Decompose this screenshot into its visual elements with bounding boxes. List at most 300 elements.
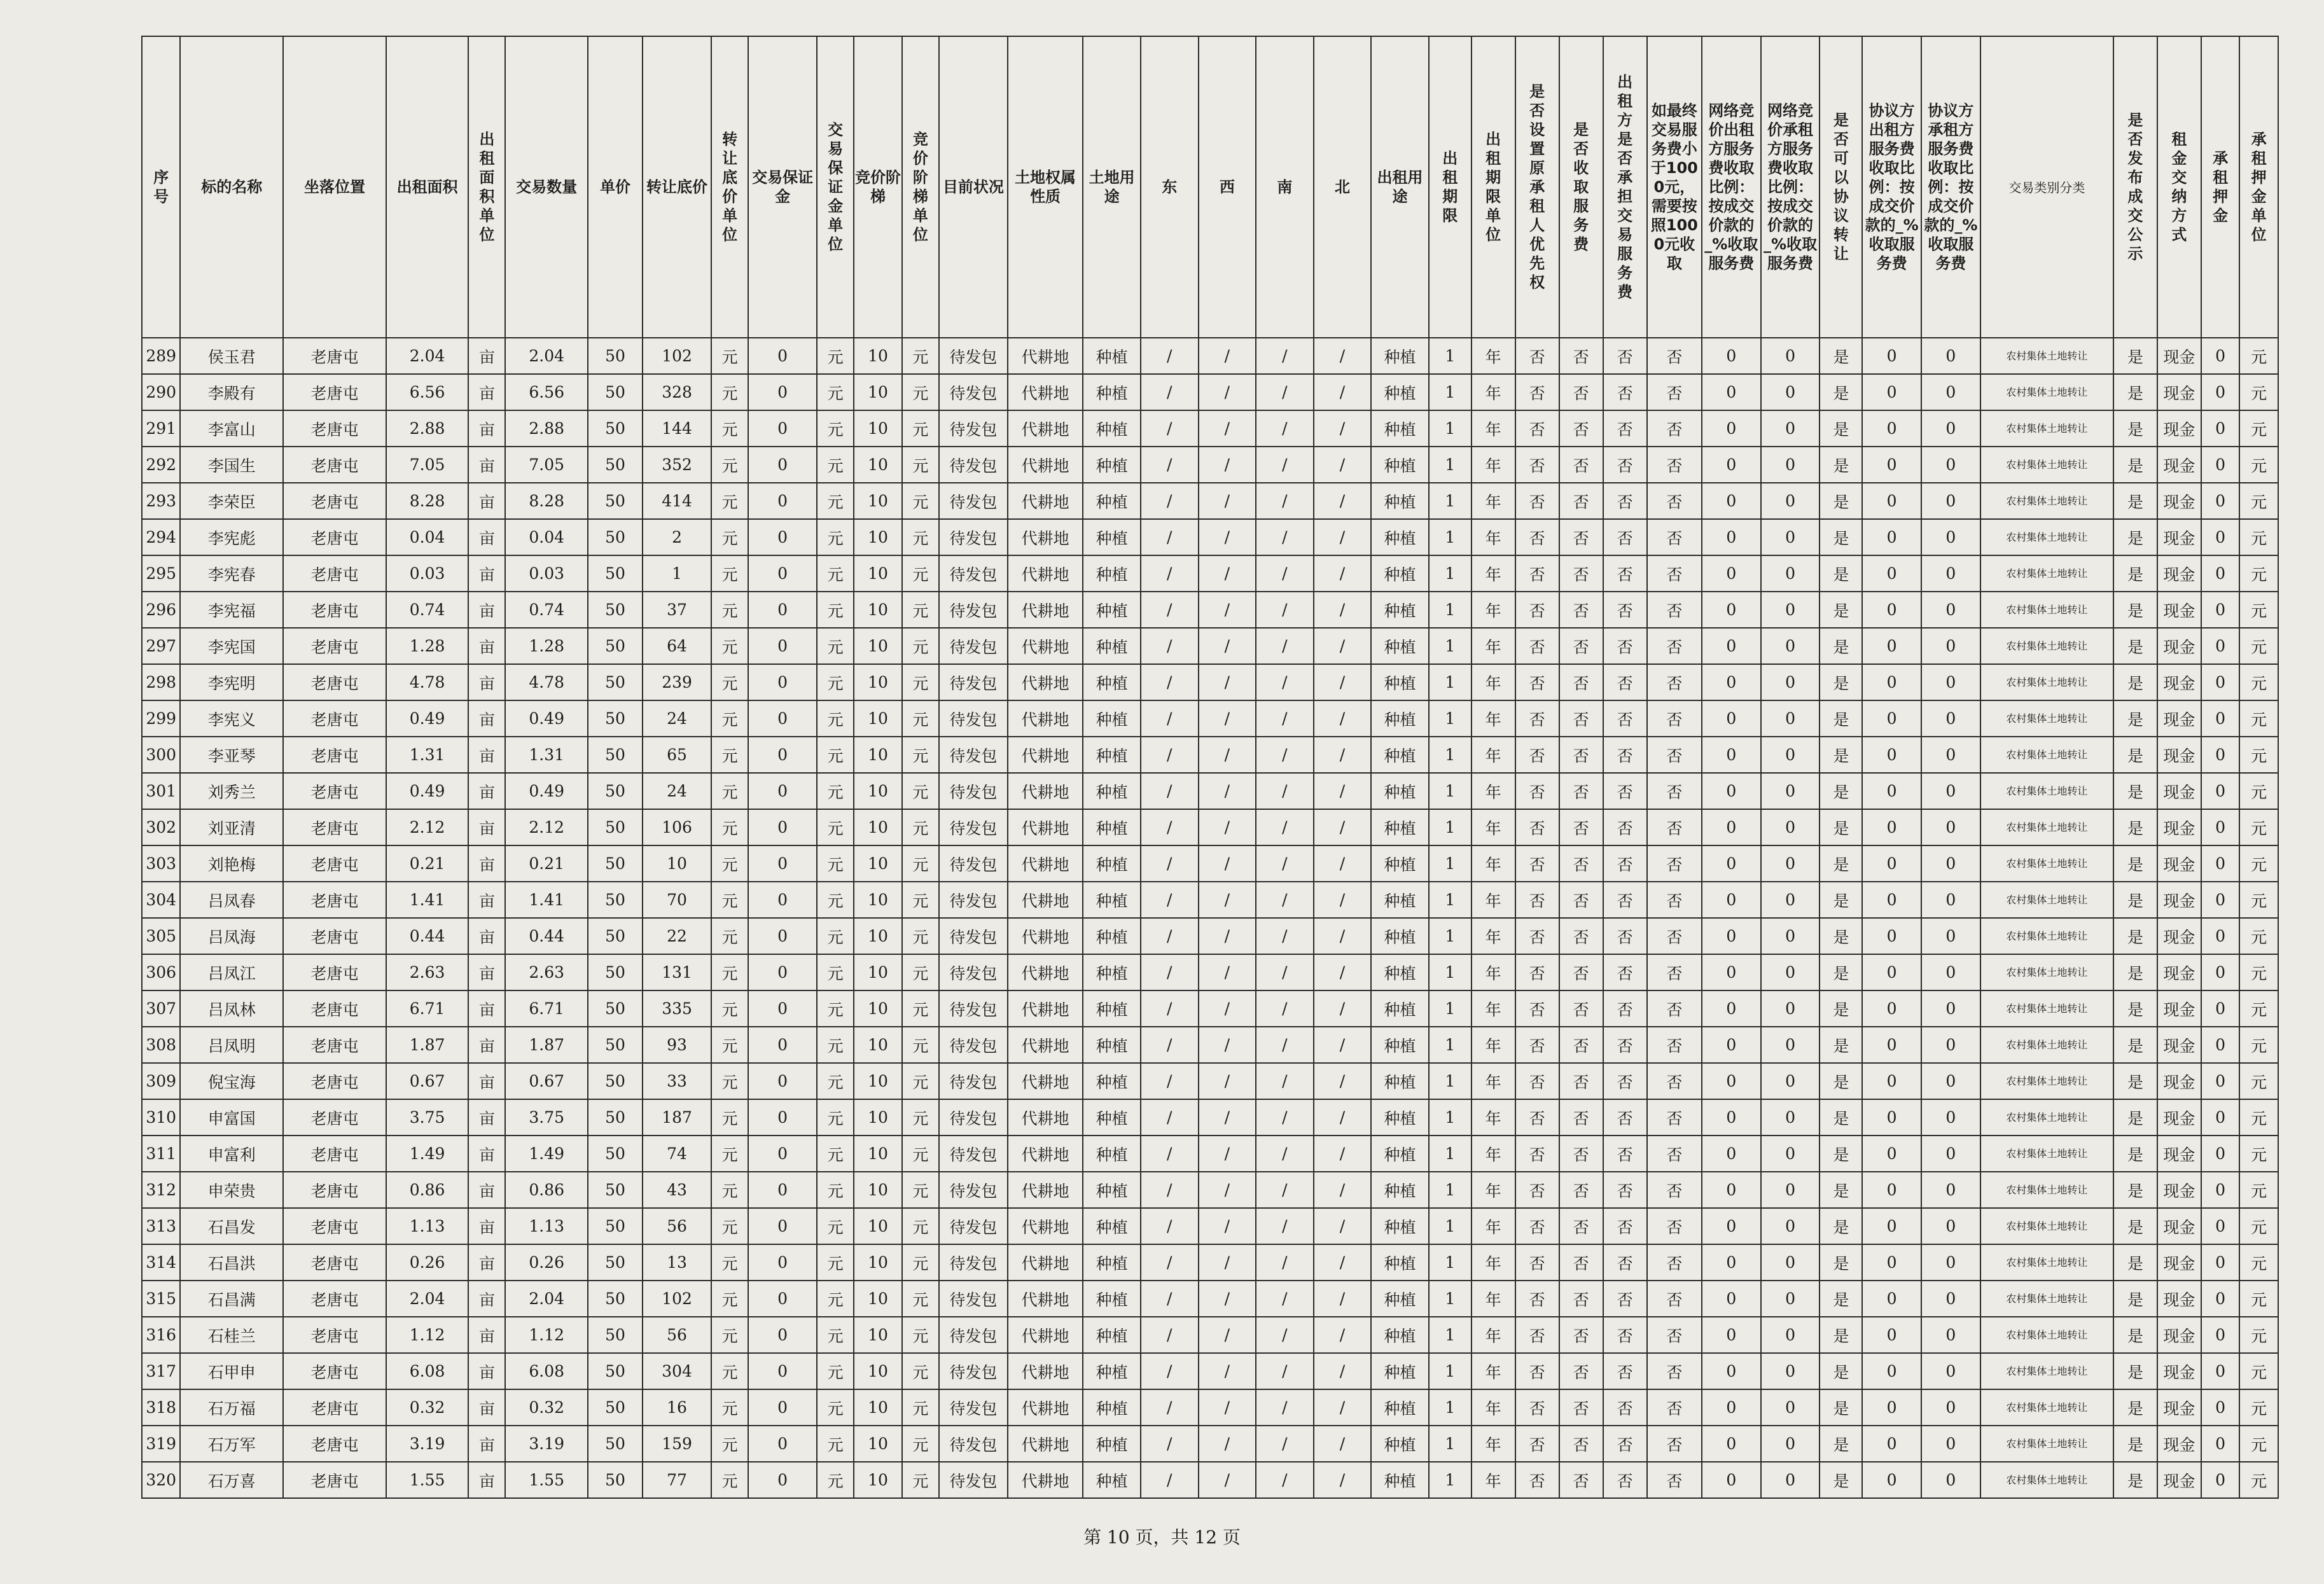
table-cell: 待发包 [939, 628, 1008, 664]
table-cell: 现金 [2157, 374, 2201, 410]
table-cell: 2.04 [386, 338, 468, 374]
table-cell: 代耕地 [1008, 1389, 1083, 1426]
table-cell: 是 [1820, 1136, 1862, 1172]
table-cell: 种植 [1371, 664, 1429, 700]
table-cell: 是 [2113, 592, 2157, 628]
table-cell: 种植 [1083, 773, 1141, 809]
table-cell: 是 [1820, 773, 1862, 809]
table-cell: 代耕地 [1008, 519, 1083, 555]
table-cell: 老唐屯 [283, 1208, 386, 1244]
table-cell: 否 [1647, 1172, 1702, 1208]
table-cell: 年 [1472, 954, 1515, 990]
table-cell: 否 [1559, 374, 1603, 410]
table-cell: 93 [643, 1027, 711, 1063]
table-cell: 303 [142, 845, 180, 882]
column-header-label: 出租面积 [396, 178, 458, 196]
table-cell: / [1141, 1027, 1199, 1063]
table-cell: 1.41 [386, 882, 468, 918]
table-cell: 元 [817, 1172, 854, 1208]
table-cell: 0 [1862, 410, 1921, 447]
table-cell: 种植 [1083, 628, 1141, 664]
table-cell: 否 [1603, 483, 1647, 519]
column-header [2201, 36, 2239, 338]
table-cell: 老唐屯 [283, 1281, 386, 1317]
table-cell: 李殿有 [180, 374, 283, 410]
table-cell: 石甲申 [180, 1353, 283, 1389]
table-cell: 50 [588, 555, 643, 592]
table-cell: 否 [1603, 809, 1647, 845]
table-cell: 1 [1429, 1027, 1472, 1063]
table-cell: 否 [1647, 809, 1702, 845]
table-cell: / [1314, 483, 1372, 519]
table-cell: 元 [711, 737, 748, 773]
table-cell: 李宪明 [180, 664, 283, 700]
table-cell: / [1314, 1462, 1372, 1498]
table-cell: 元 [2239, 374, 2278, 410]
table-cell: 0 [1921, 1172, 1980, 1208]
table-cell: 年 [1472, 1027, 1515, 1063]
table-cell: 否 [1559, 737, 1603, 773]
table-cell: 种植 [1371, 882, 1429, 918]
table-cell: 1 [1429, 1172, 1472, 1208]
table-cell: 元 [2239, 1063, 2278, 1099]
table-cell: 否 [1515, 882, 1559, 918]
column-header-label: 交易类别分类 [2008, 180, 2085, 195]
table-cell: 是 [1820, 338, 1862, 374]
table-cell: 50 [588, 374, 643, 410]
table-cell: 0 [2201, 845, 2239, 882]
table-cell: 石桂兰 [180, 1317, 283, 1353]
table-cell: 2.88 [505, 410, 587, 447]
table-cell: 老唐屯 [283, 374, 386, 410]
table-cell: 刘亚清 [180, 809, 283, 845]
table-cell: 70 [643, 882, 711, 918]
table-cell: / [1256, 700, 1314, 737]
table-cell: 老唐屯 [283, 1172, 386, 1208]
table-cell: 亩 [468, 954, 505, 990]
table-cell: / [1141, 1244, 1199, 1281]
table-cell: 元 [2239, 1208, 2278, 1244]
table-cell: 代耕地 [1008, 410, 1083, 447]
table-cell: 22 [643, 918, 711, 954]
table-cell: 0 [1862, 954, 1921, 990]
table-cell: 种植 [1083, 338, 1141, 374]
table-cell: 0 [1702, 374, 1761, 410]
table-cell: / [1141, 1353, 1199, 1389]
table-cell: 农村集体土地转让 [1980, 519, 2113, 555]
table-cell: / [1314, 1063, 1372, 1099]
table-cell: 0 [1761, 954, 1820, 990]
table-cell: 老唐屯 [283, 410, 386, 447]
table-cell: 10 [854, 1317, 901, 1353]
table-cell: 297 [142, 628, 180, 664]
table-cell: 50 [588, 700, 643, 737]
table-cell: 否 [1603, 1063, 1647, 1099]
table-cell: 种植 [1083, 809, 1141, 845]
table-cell: / [1314, 773, 1372, 809]
table-cell: / [1314, 447, 1372, 483]
table-cell: 农村集体土地转让 [1980, 882, 2113, 918]
table-cell: / [1141, 882, 1199, 918]
table-cell: 50 [588, 918, 643, 954]
table-cell: 种植 [1083, 737, 1141, 773]
table-cell: / [1199, 737, 1256, 773]
table-cell: 元 [711, 918, 748, 954]
table-cell: 否 [1515, 1208, 1559, 1244]
table-cell: / [1199, 410, 1256, 447]
table-cell: 否 [1603, 447, 1647, 483]
table-cell: / [1141, 1462, 1199, 1498]
table-cell: 1 [1429, 1426, 1472, 1462]
table-cell: 待发包 [939, 954, 1008, 990]
table-cell: 0 [1862, 519, 1921, 555]
table-row [142, 809, 2278, 845]
table-cell: 10 [854, 1172, 901, 1208]
table-cell: 是 [1820, 519, 1862, 555]
table-cell: 吕凤林 [180, 990, 283, 1027]
table-cell: 24 [643, 700, 711, 737]
table-cell: 1 [1429, 882, 1472, 918]
table-cell: 老唐屯 [283, 1317, 386, 1353]
column-header [1083, 36, 1141, 338]
table-cell: 0 [1761, 700, 1820, 737]
table-cell: 老唐屯 [283, 1426, 386, 1462]
table-row [142, 519, 2278, 555]
table-cell: 1 [1429, 410, 1472, 447]
table-cell: 待发包 [939, 1389, 1008, 1426]
table-cell: 元 [711, 1353, 748, 1389]
table-cell: 10 [854, 483, 901, 519]
table-cell: 50 [588, 1027, 643, 1063]
table-cell: / [1199, 954, 1256, 990]
table-cell: 是 [1820, 664, 1862, 700]
table-cell: 否 [1559, 1317, 1603, 1353]
table-cell: 种植 [1371, 483, 1429, 519]
table-cell: 是 [2113, 628, 2157, 664]
table-cell: 否 [1515, 954, 1559, 990]
column-header-label: 出租用途 [1377, 169, 1423, 205]
table-cell: 老唐屯 [283, 990, 386, 1027]
table-cell: 元 [902, 1426, 939, 1462]
table-cell: 10 [854, 1099, 901, 1136]
column-header [1603, 36, 1647, 338]
table-cell: 元 [711, 1462, 748, 1498]
table-cell: 304 [142, 882, 180, 918]
table-cell: / [1199, 483, 1256, 519]
table-cell: 1 [1429, 918, 1472, 954]
table-cell: 否 [1647, 737, 1702, 773]
table-cell: 老唐屯 [283, 1136, 386, 1172]
table-cell: 10 [854, 700, 901, 737]
table-cell: 代耕地 [1008, 1244, 1083, 1281]
table-cell: 待发包 [939, 809, 1008, 845]
table-cell: 0 [1702, 882, 1761, 918]
table-cell: 1.28 [386, 628, 468, 664]
table-cell: 老唐屯 [283, 700, 386, 737]
table-cell: 元 [902, 700, 939, 737]
table-cell: 农村集体土地转让 [1980, 410, 2113, 447]
table-row [142, 628, 2278, 664]
table-cell: 10 [643, 845, 711, 882]
table-cell: / [1199, 447, 1256, 483]
table-cell: / [1314, 664, 1372, 700]
column-header [2239, 36, 2278, 338]
table-cell: 2.63 [386, 954, 468, 990]
table-cell: 元 [902, 990, 939, 1027]
table-cell: 0 [1921, 1027, 1980, 1063]
column-header-label: 是否可以协议转让 [1833, 111, 1849, 263]
table-cell: / [1314, 918, 1372, 954]
table-cell: 10 [854, 954, 901, 990]
table-cell: 1.12 [386, 1317, 468, 1353]
table-cell: 种植 [1371, 1281, 1429, 1317]
table-cell: 否 [1603, 1426, 1647, 1462]
table-cell: 50 [588, 1244, 643, 1281]
column-header-label: 网络竞价承租方服务费收取比例：按成交价款的_%收取服务费 [1764, 102, 1818, 272]
table-cell: 1 [1429, 1389, 1472, 1426]
table-cell: 2.04 [505, 1281, 587, 1317]
table-cell: 0 [2201, 519, 2239, 555]
table-cell: 否 [1515, 990, 1559, 1027]
table-cell: 否 [1515, 1317, 1559, 1353]
table-cell: 291 [142, 410, 180, 447]
table-cell: 待发包 [939, 1353, 1008, 1389]
column-header-label: 竞价阶梯单位 [912, 130, 928, 244]
table-cell: / [1141, 664, 1199, 700]
table-cell: 是 [1820, 1317, 1862, 1353]
table-cell: / [1256, 1208, 1314, 1244]
table-cell: / [1256, 483, 1314, 519]
table-cell: 待发包 [939, 483, 1008, 519]
table-cell: 刘艳梅 [180, 845, 283, 882]
table-cell: 农村集体土地转让 [1980, 483, 2113, 519]
table-cell: 是 [2113, 374, 2157, 410]
table-cell: 农村集体土地转让 [1980, 1136, 2113, 1172]
table-cell: 年 [1472, 483, 1515, 519]
table-cell: 1.41 [505, 882, 587, 918]
table-cell: / [1199, 700, 1256, 737]
column-header [1429, 36, 1472, 338]
table-cell: 代耕地 [1008, 1027, 1083, 1063]
table-cell: 8.28 [386, 483, 468, 519]
table-row [142, 1353, 2278, 1389]
table-cell: 否 [1647, 1389, 1702, 1426]
table-row [142, 374, 2278, 410]
table-cell: 0 [1702, 628, 1761, 664]
table-cell: 年 [1472, 374, 1515, 410]
table-cell: 0 [1702, 845, 1761, 882]
table-cell: 64 [643, 628, 711, 664]
table-cell: 否 [1559, 809, 1603, 845]
table-cell: / [1141, 483, 1199, 519]
table-cell: 1.28 [505, 628, 587, 664]
table-cell: / [1199, 1172, 1256, 1208]
table-cell: 否 [1559, 1353, 1603, 1389]
table-cell: 老唐屯 [283, 1027, 386, 1063]
table-cell: 0 [2201, 483, 2239, 519]
table-cell: 现金 [2157, 1208, 2201, 1244]
table-cell: 农村集体土地转让 [1980, 1099, 2113, 1136]
table-cell: 是 [1820, 700, 1862, 737]
table-cell: 种植 [1371, 809, 1429, 845]
table-cell: 0 [1761, 1426, 1820, 1462]
table-row [142, 410, 2278, 447]
table-cell: 农村集体土地转让 [1980, 1027, 2113, 1063]
table-cell: 3.75 [505, 1099, 587, 1136]
table-cell: 元 [817, 338, 854, 374]
table-cell: 是 [1820, 990, 1862, 1027]
table-cell: 元 [902, 1462, 939, 1498]
table-cell: 否 [1647, 1099, 1702, 1136]
table-cell: 元 [2239, 1353, 2278, 1389]
table-cell: 50 [588, 845, 643, 882]
table-cell: 0 [2201, 918, 2239, 954]
table-cell: 0 [1761, 592, 1820, 628]
table-cell: 现金 [2157, 410, 2201, 447]
table-cell: 是 [2113, 1426, 2157, 1462]
table-cell: 0 [1761, 845, 1820, 882]
table-cell: 0 [1761, 447, 1820, 483]
table-cell: 否 [1603, 1317, 1647, 1353]
table-cell: 现金 [2157, 1244, 2201, 1281]
table-cell: 0 [748, 737, 817, 773]
column-header [283, 36, 386, 338]
table-cell: 0 [748, 773, 817, 809]
table-cell: 否 [1647, 845, 1702, 882]
table-cell: 元 [817, 519, 854, 555]
table-cell: 年 [1472, 773, 1515, 809]
table-cell: 否 [1559, 410, 1603, 447]
table-cell: 农村集体土地转让 [1980, 1281, 2113, 1317]
table-cell: 待发包 [939, 1244, 1008, 1281]
table-cell: / [1199, 1317, 1256, 1353]
table-cell: 待发包 [939, 338, 1008, 374]
table-cell: 6.71 [386, 990, 468, 1027]
table-cell: 申荣贵 [180, 1172, 283, 1208]
table-cell: 296 [142, 592, 180, 628]
table-cell: 0 [2201, 1063, 2239, 1099]
table-cell: 0 [1921, 1389, 1980, 1426]
table-cell: 0 [1761, 1027, 1820, 1063]
table-cell: 现金 [2157, 555, 2201, 592]
table-cell: 0 [1921, 519, 1980, 555]
table-cell: 是 [2113, 700, 2157, 737]
table-cell: 4.78 [386, 664, 468, 700]
table-cell: 0 [1862, 374, 1921, 410]
table-cell: 元 [2239, 1027, 2278, 1063]
table-cell: 种植 [1083, 1462, 1141, 1498]
table-cell: 0 [2201, 1244, 2239, 1281]
table-cell: 元 [902, 1389, 939, 1426]
table-cell: 元 [711, 1389, 748, 1426]
column-header-label: 出租面积单位 [479, 130, 495, 244]
table-cell: 否 [1647, 664, 1702, 700]
table-cell: / [1199, 338, 1256, 374]
table-cell: 335 [643, 990, 711, 1027]
table-cell: 种植 [1371, 1426, 1429, 1462]
table-cell: 0.21 [505, 845, 587, 882]
table-cell: 0 [1761, 555, 1820, 592]
table-cell: 0 [1921, 1208, 1980, 1244]
table-cell: 0.49 [386, 700, 468, 737]
table-cell: 414 [643, 483, 711, 519]
table-cell: 1 [1429, 1244, 1472, 1281]
table-cell: 元 [711, 1063, 748, 1099]
table-cell: 刘秀兰 [180, 773, 283, 809]
table-cell: 1 [1429, 700, 1472, 737]
table-cell: 亩 [468, 773, 505, 809]
table-cell: / [1314, 700, 1372, 737]
table-cell: 种植 [1371, 737, 1429, 773]
table-cell: 年 [1472, 519, 1515, 555]
table-cell: 43 [643, 1172, 711, 1208]
table-cell: 106 [643, 809, 711, 845]
table-row [142, 338, 2278, 374]
table-cell: 65 [643, 737, 711, 773]
table-cell: 年 [1472, 555, 1515, 592]
table-cell: 代耕地 [1008, 628, 1083, 664]
column-header-label: 出租期限 [1442, 149, 1458, 225]
table-cell: 吕凤江 [180, 954, 283, 990]
table-cell: 13 [643, 1244, 711, 1281]
table-cell: 否 [1647, 483, 1702, 519]
table-cell: 种植 [1083, 592, 1141, 628]
table-cell: 现金 [2157, 954, 2201, 990]
table-cell: 0 [748, 483, 817, 519]
table-row [142, 1027, 2278, 1063]
table-cell: 1 [1429, 845, 1472, 882]
table-cell: 是 [2113, 1099, 2157, 1136]
table-cell: 元 [2239, 628, 2278, 664]
table-cell: 0 [2201, 990, 2239, 1027]
table-cell: / [1256, 990, 1314, 1027]
table-cell: 元 [817, 809, 854, 845]
table-cell: 0.44 [505, 918, 587, 954]
table-cell: 种植 [1083, 483, 1141, 519]
table-cell: 种植 [1083, 664, 1141, 700]
table-cell: 0 [748, 1281, 817, 1317]
table-cell: 农村集体土地转让 [1980, 1172, 2113, 1208]
table-cell: 0 [1702, 1027, 1761, 1063]
table-cell: 年 [1472, 410, 1515, 447]
table-cell: 320 [142, 1462, 180, 1498]
table-cell: 否 [1515, 410, 1559, 447]
table-cell: / [1314, 374, 1372, 410]
table-cell: 种植 [1083, 1172, 1141, 1208]
table-cell: 0 [1921, 773, 1980, 809]
table-cell: / [1199, 990, 1256, 1027]
table-cell: 元 [2239, 1389, 2278, 1426]
table-cell: 侯玉君 [180, 338, 283, 374]
table-cell: 种植 [1371, 1099, 1429, 1136]
table-cell: / [1141, 809, 1199, 845]
table-cell: 年 [1472, 845, 1515, 882]
table-cell: 老唐屯 [283, 918, 386, 954]
table-cell: 元 [711, 1208, 748, 1244]
table-row [142, 483, 2278, 519]
table-cell: 0 [748, 410, 817, 447]
table-cell: 待发包 [939, 737, 1008, 773]
table-cell: 年 [1472, 447, 1515, 483]
column-header [1199, 36, 1256, 338]
table-cell: 是 [2113, 990, 2157, 1027]
table-cell: 0 [1921, 483, 1980, 519]
table-cell: 否 [1647, 628, 1702, 664]
land-transfer-sheet [141, 36, 2279, 1499]
table-cell: 290 [142, 374, 180, 410]
table-row [142, 592, 2278, 628]
table-cell: 否 [1647, 1136, 1702, 1172]
